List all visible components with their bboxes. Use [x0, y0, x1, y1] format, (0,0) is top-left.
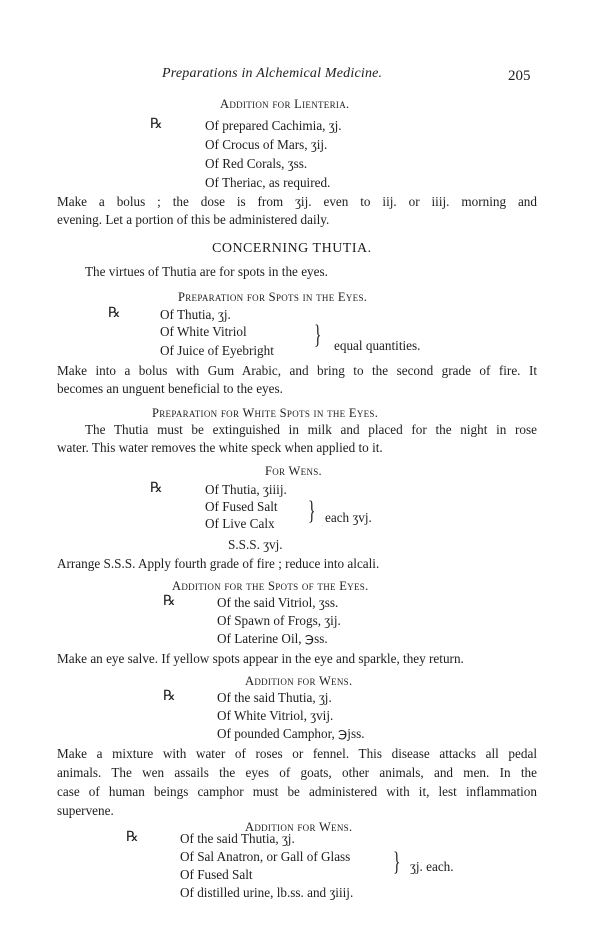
- paragraph-line: supervene.: [57, 803, 114, 818]
- paragraph-line: Make a mixture with water of roses or fennel. This disease attacks all pedal: [57, 746, 537, 761]
- paragraph-line: case of human beings camphor must be administered with it, lest inflammation: [57, 784, 537, 799]
- paragraph-line: The virtues of Thutia are for spots in the eyes.: [85, 264, 328, 279]
- ingredient: Of Juice of Eyebright: [160, 343, 274, 358]
- ingredient: Of Fused Salt: [205, 499, 278, 514]
- ingredient: Of distilled urine, lb.ss. and ʒiiij.: [180, 885, 354, 900]
- ingredient: Of Spawn of Frogs, ʒij.: [217, 613, 341, 628]
- ingredient: Of prepared Cachimia, ʒj.: [205, 118, 342, 133]
- paragraph-line: becomes an unguent beneficial to the eyes.: [57, 381, 283, 396]
- ingredient: Of Fused Salt: [180, 867, 253, 882]
- section-title: CONCERNING THUTIA.: [212, 241, 372, 256]
- page-number: 205: [508, 68, 531, 84]
- paragraph-line: Make into a bolus with Gum Arabic, and bring to the second grade of fire. It: [57, 363, 537, 378]
- ingredient: Of pounded Camphor, ℈jss.: [217, 726, 365, 741]
- heading-spots-in-eyes: Preparation for Spots in the Eyes.: [178, 290, 368, 304]
- ingredient: Of Laterine Oil, ℈ss.: [217, 631, 328, 646]
- ingredient: Of White Vitriol: [160, 324, 247, 339]
- paragraph-line: evening. Let a portion of this be administered daily.: [57, 212, 330, 227]
- rx-symbol: ℞: [108, 306, 121, 321]
- paragraph-line: Arrange S.S.S. Apply fourth grade of fire ; reduce into alcali.: [57, 556, 380, 571]
- ingredient: Of Thutia, ʒj.: [160, 307, 231, 322]
- ingredient: S.S.S. ʒvj.: [228, 537, 283, 552]
- paragraph-line: Make an eye salve. If yellow spots appear in the eye and sparkle, they return.: [57, 651, 464, 666]
- brace-note: equal quantities.: [334, 338, 421, 353]
- ingredient: Of Live Calx: [205, 516, 275, 531]
- ingredient: Of Theriac, as required.: [205, 175, 331, 190]
- brace: }: [314, 320, 322, 349]
- rx-symbol: ℞: [150, 117, 163, 132]
- heading-white-spots: Preparation for White Spots in the Eyes.: [152, 406, 379, 420]
- ingredient: Of Red Corals, ʒss.: [205, 156, 308, 171]
- ingredient: Of the said Thutia, ʒj.: [180, 831, 295, 846]
- heading-wens-addition: Addition for Wens.: [245, 674, 353, 688]
- rx-symbol: ℞: [163, 594, 176, 609]
- ingredient: Of White Vitriol, ʒvij.: [217, 708, 334, 723]
- rx-symbol: ℞: [163, 689, 176, 704]
- paragraph-line: water. This water removes the white speck when applied to it.: [57, 440, 383, 455]
- brace: }: [308, 496, 316, 525]
- ingredient: Of the said Thutia, ʒj.: [217, 690, 332, 705]
- ingredient: Of the said Vitriol, ʒss.: [217, 595, 339, 610]
- running-title: Preparations in Alchemical Medicine.: [162, 66, 383, 81]
- heading-spots-addition: Addition for the Spots of the Eyes.: [172, 579, 369, 593]
- brace-note: ʒj. each.: [410, 859, 454, 874]
- paragraph-line: Make a bolus ; the dose is from ʒij. even to iij. or iiij. morning and: [57, 194, 537, 209]
- ingredient: Of Sal Anatron, or Gall of Glass: [180, 849, 351, 864]
- ingredient: Of Crocus of Mars, ʒij.: [205, 137, 328, 152]
- rx-symbol: ℞: [126, 830, 139, 845]
- paragraph-line: animals. The wen assails the eyes of goats, other animals, and men. In the: [57, 765, 537, 780]
- rx-symbol: ℞: [150, 481, 163, 496]
- ingredient: Of Thutia, ʒiiij.: [205, 482, 287, 497]
- heading-for-wens: For Wens.: [265, 464, 322, 478]
- paragraph-line: The Thutia must be extinguished in milk and placed for the night in rose: [85, 422, 537, 437]
- heading-wens-addition: Addition for Wens.: [245, 820, 353, 834]
- brace-note: each ʒvj.: [325, 510, 372, 525]
- brace: }: [393, 847, 401, 876]
- heading-lienteria: Addition for Lienteria.: [220, 97, 350, 111]
